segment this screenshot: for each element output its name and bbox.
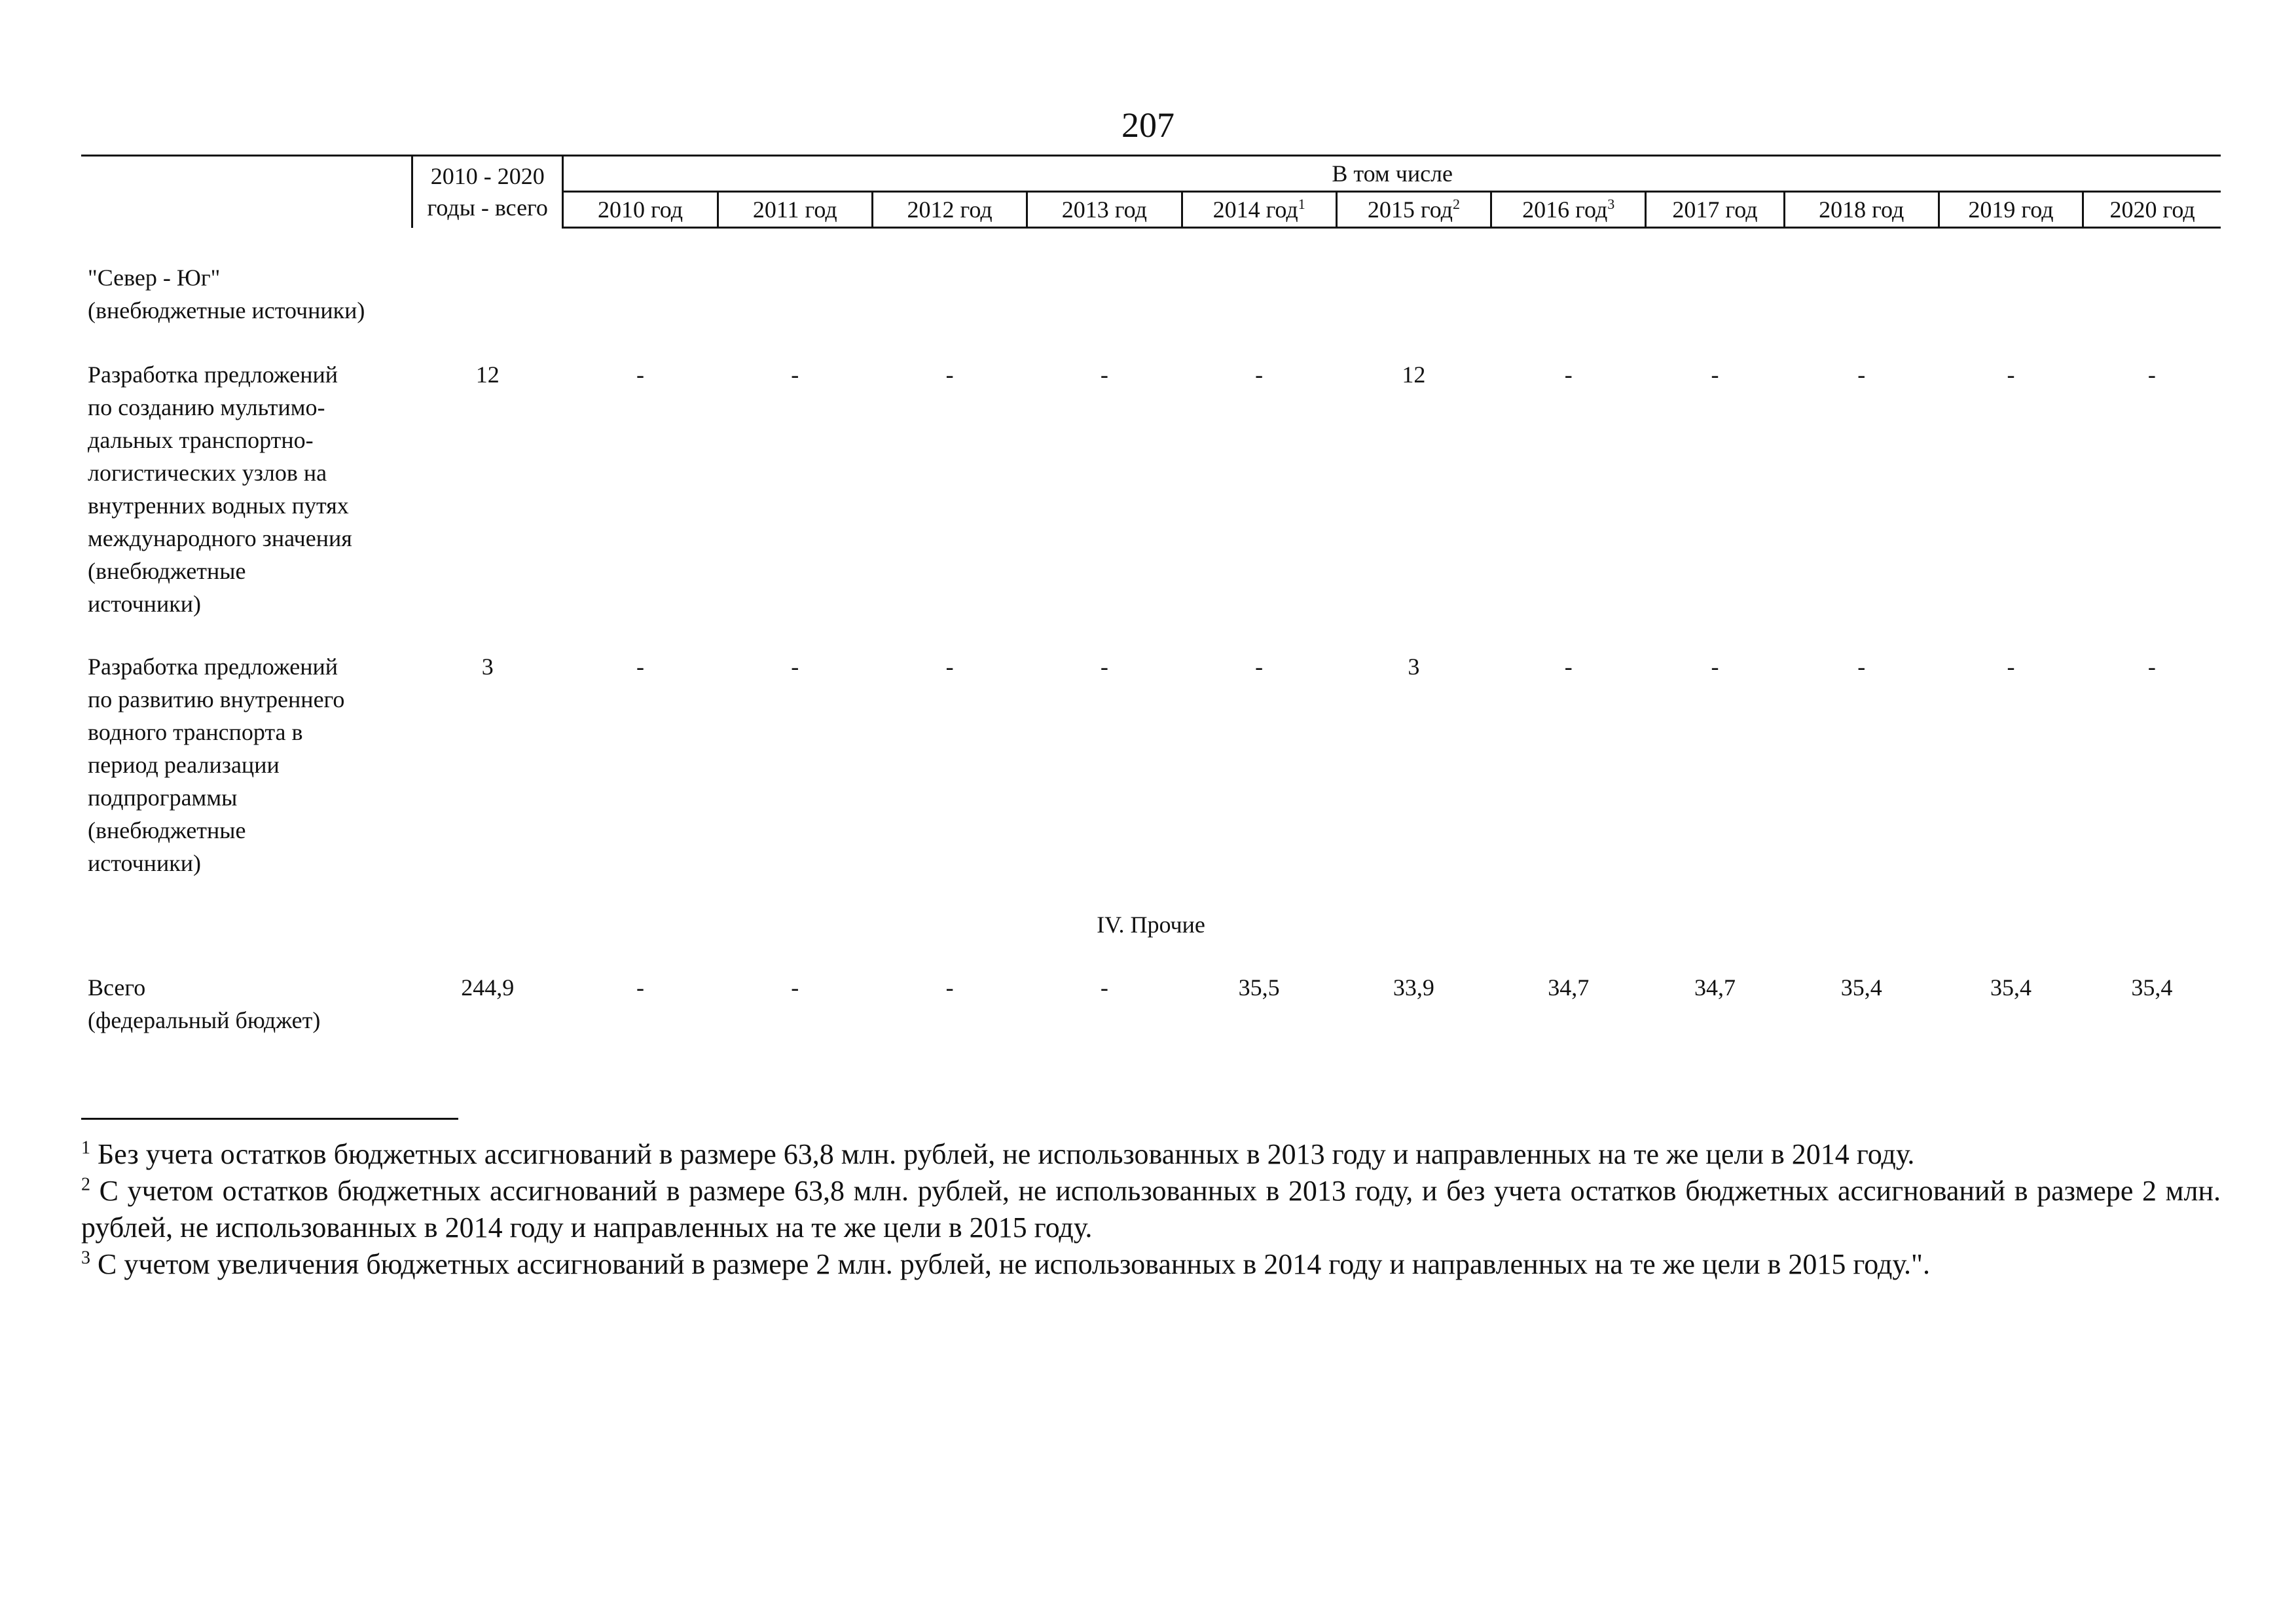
footnote-mark: 3 (81, 1247, 90, 1268)
row-value: 12 (1402, 361, 1426, 388)
header-year-9 (1939, 192, 2083, 228)
table-row (81, 650, 2221, 879)
header-stub (81, 156, 412, 228)
spacer-row (81, 879, 2221, 908)
row-value (1182, 261, 1336, 327)
row-label-line: (внебюджетные источники) (88, 297, 365, 323)
row-label-line: период реализации (88, 752, 280, 778)
row-value (1784, 261, 1939, 327)
row-value: 35,4 (1990, 974, 2032, 1001)
row-value: - (1857, 654, 1866, 680)
section-title: IV. Прочие (1097, 912, 1205, 938)
header-year-2 (872, 192, 1027, 228)
row-value: - (1564, 654, 1573, 680)
row-value: - (791, 654, 799, 680)
row-value (718, 261, 872, 327)
footnote-mark: 1 (81, 1137, 90, 1158)
header-year-label: 2016 год (1522, 196, 1608, 223)
footnote-rule (81, 1118, 458, 1120)
row-value: 35,4 (2131, 974, 2173, 1001)
row-value: - (1100, 361, 1108, 388)
row-value (1939, 261, 2083, 327)
footnote-mark: 2 (1453, 196, 1460, 212)
footnotes (81, 1136, 2221, 1283)
row-value (563, 261, 718, 327)
spacer-row (81, 941, 2221, 971)
row-value: - (1255, 654, 1264, 680)
row-value (1491, 261, 1646, 327)
row-total: 244,9 (461, 974, 515, 1001)
row-value: 34,7 (1694, 974, 1736, 1001)
spacer-cell (81, 941, 2221, 971)
row-value: 3 (1408, 654, 1420, 680)
header-year-label: 2020 год (2109, 196, 2195, 223)
header-total-line2: годы - всего (427, 194, 548, 221)
spacer-row (81, 228, 2221, 262)
header-year-5 (1336, 192, 1491, 228)
table-row (81, 261, 2221, 327)
budget-table (81, 155, 2221, 1037)
row-label-line: (внебюджетные (88, 558, 246, 584)
footnote-item (81, 1173, 2221, 1246)
row-value: 35,5 (1238, 974, 1280, 1001)
footnote-text: С учетом остатков бюджетных ассигнований в размере 63,8 млн. рублей, не использованных в 2013 году, и без учета остатков бюджетных ассигнований в размере 2 млн. рублей, не использованных в 2014 году и направленных на те же цели в 2015 году. (81, 1175, 2221, 1244)
row-value: - (2147, 654, 2156, 680)
row-value: - (636, 361, 645, 388)
header-year-label: 2019 год (1968, 196, 2054, 223)
row-value: - (636, 974, 645, 1001)
row-label-line: Разработка предложений (88, 654, 338, 680)
table-row (81, 358, 2221, 620)
header-year-label: 2017 год (1672, 196, 1758, 223)
spacer-row (81, 620, 2221, 650)
row-value: 34,7 (1548, 974, 1590, 1001)
header-group: В том числе (563, 156, 2221, 192)
header-year-label: 2010 год (597, 196, 683, 223)
row-label-line: источники) (88, 850, 201, 876)
page-number: 207 (1121, 105, 1175, 145)
row-value: - (791, 361, 799, 388)
row-value: - (636, 654, 645, 680)
header-year-7 (1646, 192, 1784, 228)
row-value: - (2147, 361, 2156, 388)
footnote-item (81, 1136, 2221, 1173)
spacer-cell (81, 228, 2221, 262)
spacer-cell (81, 327, 2221, 358)
row-value: - (945, 654, 954, 680)
row-value: - (945, 974, 954, 1001)
row-value: 35,4 (1840, 974, 1882, 1001)
row-value (2083, 261, 2221, 327)
footnote-text: С учетом увеличения бюджетных ассигнований в размере 2 млн. рублей, не использованных в 2014 году и направленных на те же цели в 2015 году.". (98, 1248, 1930, 1280)
footnote-text: Без учета остатков бюджетных ассигнований в размере 63,8 млн. рублей, не использованных в 2013 году и направленных на те же цели в 2014 году. (98, 1138, 1915, 1170)
row-value: - (791, 974, 799, 1001)
row-value: - (1100, 974, 1108, 1001)
footnote-mark: 3 (1607, 196, 1615, 212)
row-value: - (945, 361, 954, 388)
row-label-line: международного значения (88, 525, 352, 551)
table-header (81, 156, 2221, 228)
header-year-0 (563, 192, 718, 228)
row-value: - (1857, 361, 1866, 388)
row-value (1027, 261, 1182, 327)
row-value: - (1711, 361, 1719, 388)
row-label-line: (федеральный бюджет) (88, 1007, 321, 1033)
row-label-line: дальных транспортно- (88, 427, 314, 453)
row-total: 3 (481, 654, 494, 680)
header-year-6 (1491, 192, 1646, 228)
header-year-label: 2014 год (1212, 196, 1298, 223)
row-value: - (1711, 654, 1719, 680)
header-year-3 (1027, 192, 1182, 228)
header-year-10 (2083, 192, 2221, 228)
header-year-label: 2018 год (1819, 196, 1904, 223)
header-total (412, 156, 563, 228)
row-total: 12 (475, 361, 500, 388)
row-label-line: по созданию мультимо- (88, 394, 325, 420)
row-total (412, 261, 563, 327)
row-label (81, 358, 412, 620)
row-value: - (1255, 361, 1264, 388)
row-label-line: логистических узлов на (88, 460, 327, 486)
row-label-line: водного транспорта в (88, 719, 303, 745)
header-year-4 (1182, 192, 1336, 228)
header-year-label: 2011 год (752, 196, 837, 223)
section-row (81, 908, 2221, 941)
footnote-mark: 1 (1298, 196, 1305, 212)
header-year-label: 2012 год (907, 196, 993, 223)
row-label-line: по развитию внутреннего (88, 686, 345, 712)
header-year-label: 2015 год (1367, 196, 1453, 223)
row-value (1336, 261, 1491, 327)
row-value (872, 261, 1027, 327)
row-value: - (2007, 361, 2015, 388)
header-year-1 (718, 192, 872, 228)
row-label-line: Разработка предложений (88, 361, 338, 388)
row-value: - (2007, 654, 2015, 680)
row-value: - (1100, 654, 1108, 680)
header-year-8 (1784, 192, 1939, 228)
spacer-row (81, 327, 2221, 358)
row-label-line: "Север - Юг" (88, 265, 221, 291)
row-value (1646, 261, 1784, 327)
row-label-line: источники) (88, 591, 201, 617)
spacer-cell (81, 620, 2221, 650)
row-label (81, 650, 412, 879)
table-body (81, 228, 2221, 1037)
footnote-item (81, 1246, 2221, 1283)
row-label (81, 261, 412, 327)
footnote-mark: 2 (81, 1174, 90, 1195)
row-label-line: (внебюджетные (88, 817, 246, 843)
row-label-line: Всего (88, 974, 146, 1001)
spacer-cell (81, 879, 2221, 908)
row-value: - (1564, 361, 1573, 388)
table-row (81, 971, 2221, 1037)
row-label-line: подпрограммы (88, 784, 238, 811)
header-total-line1: 2010 - 2020 (430, 163, 545, 190)
row-label (81, 971, 412, 1037)
header-year-label: 2013 год (1061, 196, 1147, 223)
row-label-line: внутренних водных путях (88, 492, 349, 519)
row-value: 33,9 (1393, 974, 1434, 1001)
